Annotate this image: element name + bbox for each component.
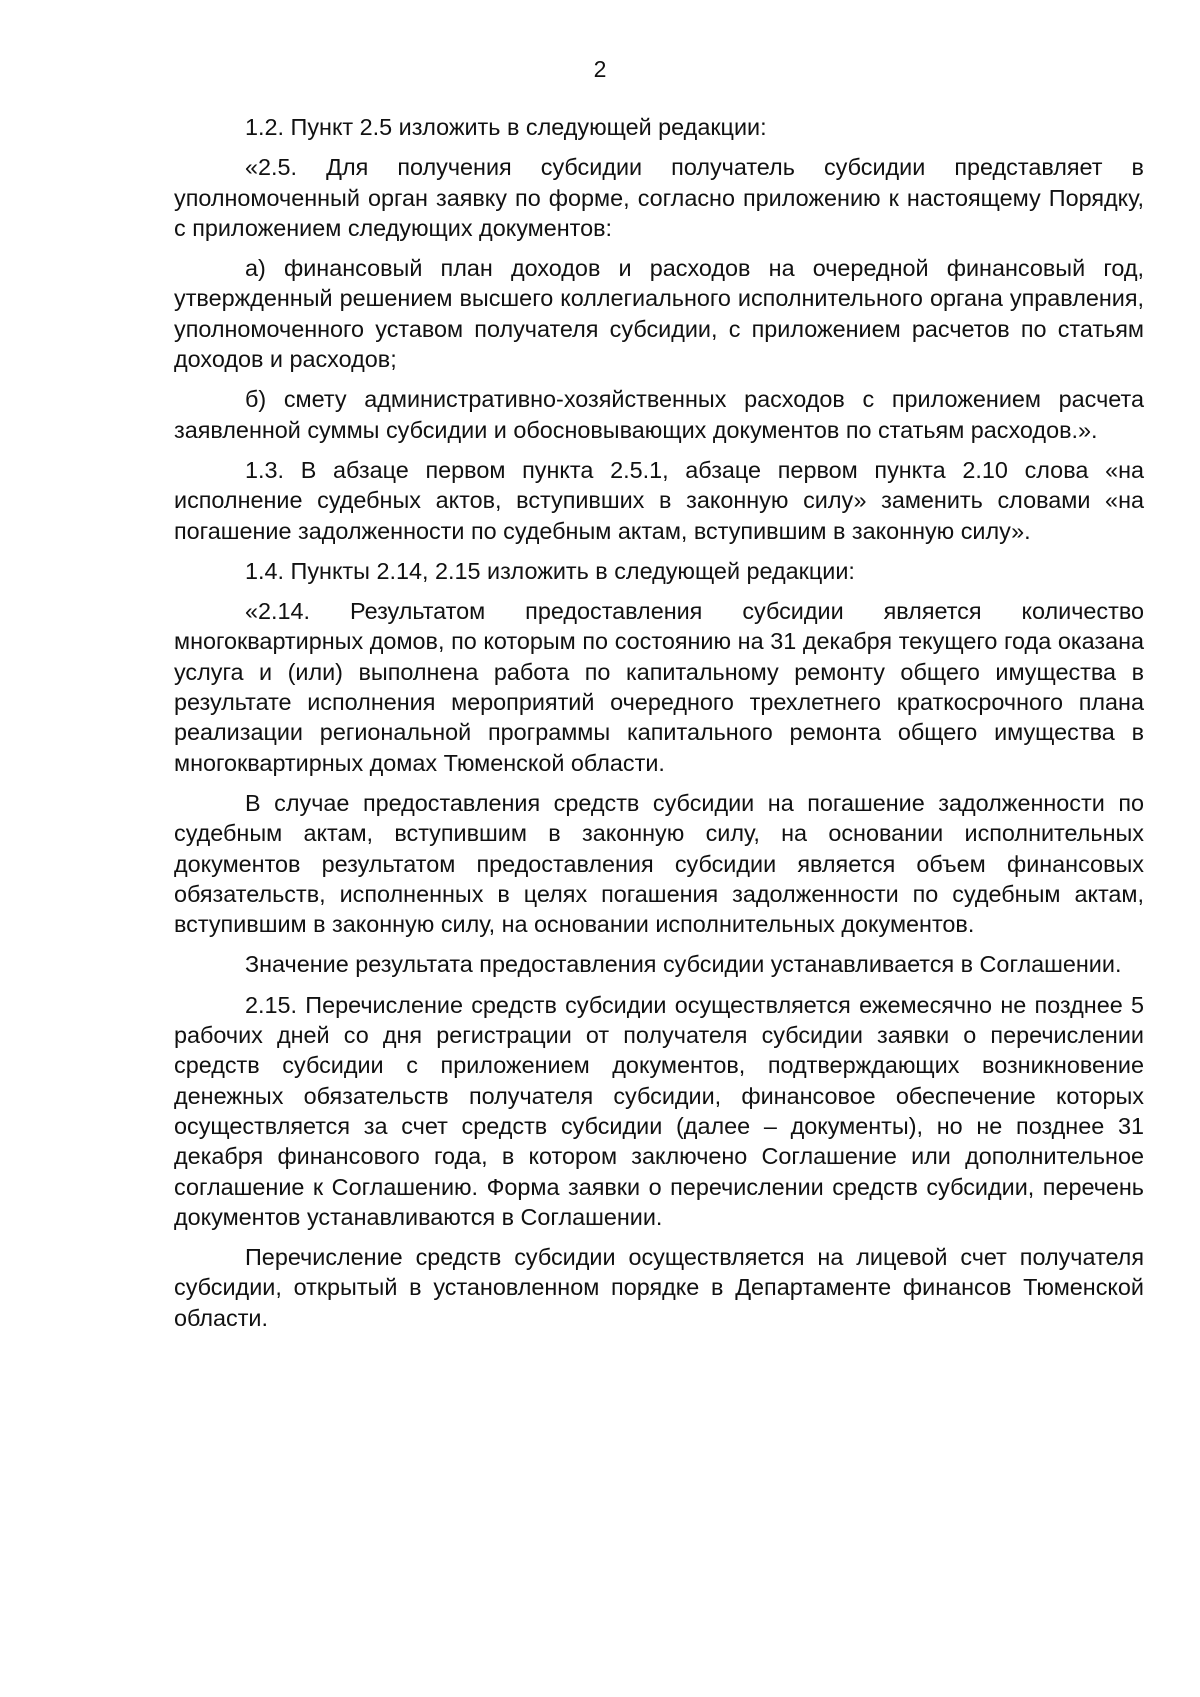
paragraph-1-4: 1.4. Пункты 2.14, 2.15 изложить в следующей редакции: [245, 557, 855, 584]
paragraph-2-15: 2.15. Перечисление средств субсидии осуществляется ежемесячно не позднее 5 рабочих дней со дня регистрации от получателя субсидии заявки о перечислении средств субсидии с приложением документов, подтверждающих возникновение денежных обязательств получателя субсидии, финансовое обеспечение которых осуществляется за счет средств субсидии (далее – документы), но не позднее 31 декабря финансового года, в котором заключено Соглашение или дополнительное соглашение к Соглашению. Форма заявки о перечислении средств субсидии, перечень документов устанавливаются в Соглашении. [174, 991, 1144, 1230]
page-number: 2 [593, 56, 607, 82]
document-body [174, 112, 1144, 1343]
paragraph-2-15-account: Перечисление средств субсидии осуществляется на лицевой счет получателя субсидии, открытый в установленном порядке в Департаменте финансов Тюменской области. [174, 1244, 1144, 1331]
paragraph-2-14: «2.14. Результатом предоставления субсидии является количество многоквартирных домов, по которым по состоянию на 31 декабря текущего года оказана услуга и (или) выполнена работа по капитальному ремонту общего имущества в результате исполнения мероприятий очередного трехлетнего краткосрочного плана реализации региональной программы капитального ремонта общего имущества в многоквартирных домах Тюменской области. [174, 598, 1144, 776]
paragraph-2-14-value: Значение результата предоставления субсидии устанавливается в Соглашении. [245, 951, 1122, 978]
paragraph-2-5: «2.5. Для получения субсидии получатель субсидии представляет в уполномоченный орган заявку по форме, согласно приложению к настоящему Порядку, с приложением следующих документов: [174, 154, 1144, 241]
paragraph-item-b: б) смету административно-хозяйственных расходов с приложением расчета заявленной суммы субсидии и обосновывающих документов по статьям расходов.». [174, 386, 1144, 443]
paragraph-item-a: а) финансовый план доходов и расходов на очередной финансовый год, утвержденный решением высшего коллегиального исполнительного органа управления, уполномоченного уставом получателя субсидии, с приложением расчетов по статьям доходов и расходов; [174, 255, 1144, 373]
paragraph-1-2: 1.2. Пункт 2.5 изложить в следующей редакции: [245, 114, 767, 140]
paragraph-2-14-case: В случае предоставления средств субсидии на погашение задолженности по судебным актам, вступившим в законную силу, на основании исполнительных документов результатом предоставления субсидии является объем финансовых обязательств, исполненных в целях погашения задолженности по судебным актам, вступившим в законную силу, на основании исполнительных документов. [174, 789, 1144, 938]
paragraph-1-3: 1.3. В абзаце первом пункта 2.5.1, абзаце первом пункта 2.10 слова «на исполнение судебных актов, вступивших в законную силу» заменить словами «на погашение задолженности по судебным актам, вступившим в законную силу». [174, 456, 1144, 544]
